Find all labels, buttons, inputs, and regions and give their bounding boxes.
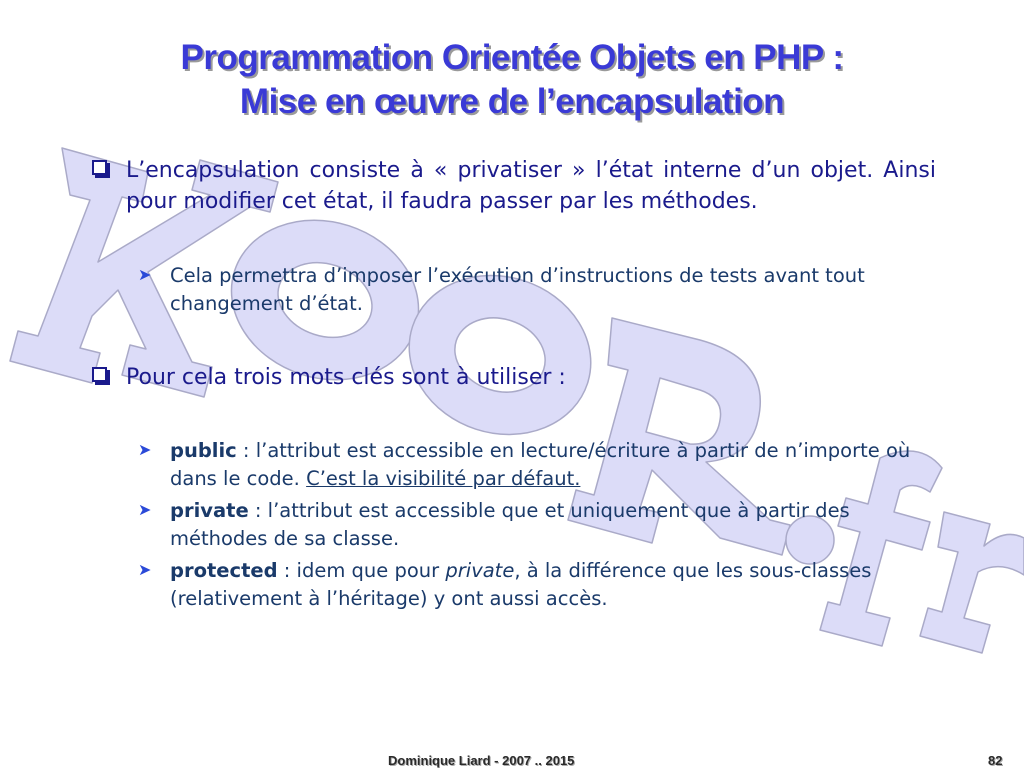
arrow-bullet-icon: ➤ <box>138 440 152 459</box>
arrow-bullet-icon: ➤ <box>138 500 152 519</box>
bullet-text: L’encapsulation consiste à « privatiser » l’état interne d’un objet. Ainsi pour modifier cet état, il faudra passer par les méthodes. <box>126 158 936 214</box>
arrow-bullet-icon: ➤ <box>138 560 152 579</box>
sub-bullet-public <box>135 437 936 493</box>
keyword-private: private <box>170 499 249 522</box>
default-visibility-note: C’est la visibilité par défaut. <box>306 467 581 490</box>
square-bullet-icon <box>92 367 107 382</box>
page-number: 82 <box>988 753 1003 768</box>
private-emphasis: private <box>445 559 515 582</box>
sub-bullet-private <box>135 497 936 553</box>
bullet-keywords <box>90 362 936 393</box>
sub-bullet-protected <box>135 557 936 613</box>
keyword-public: public <box>170 439 237 462</box>
public-description: : l’attribut est accessible en lecture/écriture à partir de n’importe où dans le code. <box>170 439 911 490</box>
title-line-2: Mise en œuvre de l’encapsulation <box>239 82 785 121</box>
protected-description-end: , à la différence que les sous-classes (relativement à l’héritage) y ont aussi accès. <box>170 559 872 610</box>
private-description: : l’attribut est accessible que et uniquement que à partir des méthodes de sa classe. <box>170 499 850 550</box>
sub-bullet-tests <box>135 262 936 318</box>
title-line-1: Programmation Orientée Objets en PHP : <box>180 38 844 77</box>
bullet-encapsulation <box>90 155 936 217</box>
protected-description-start: : idem que pour <box>277 559 446 582</box>
arrow-bullet-icon: ➤ <box>138 265 152 284</box>
footer-author: Dominique Liard - 2007 .. 2015 <box>388 753 575 768</box>
slide-title <box>30 36 994 124</box>
slide-content <box>90 155 936 613</box>
bullet-text: Pour cela trois mots clés sont à utiliser : <box>126 365 566 390</box>
sub-bullet-text: Cela permettra d’imposer l’exécution d’instructions de tests avant tout changement d’état. <box>170 264 865 315</box>
square-bullet-icon <box>92 160 107 175</box>
keyword-protected: protected <box>170 559 278 582</box>
